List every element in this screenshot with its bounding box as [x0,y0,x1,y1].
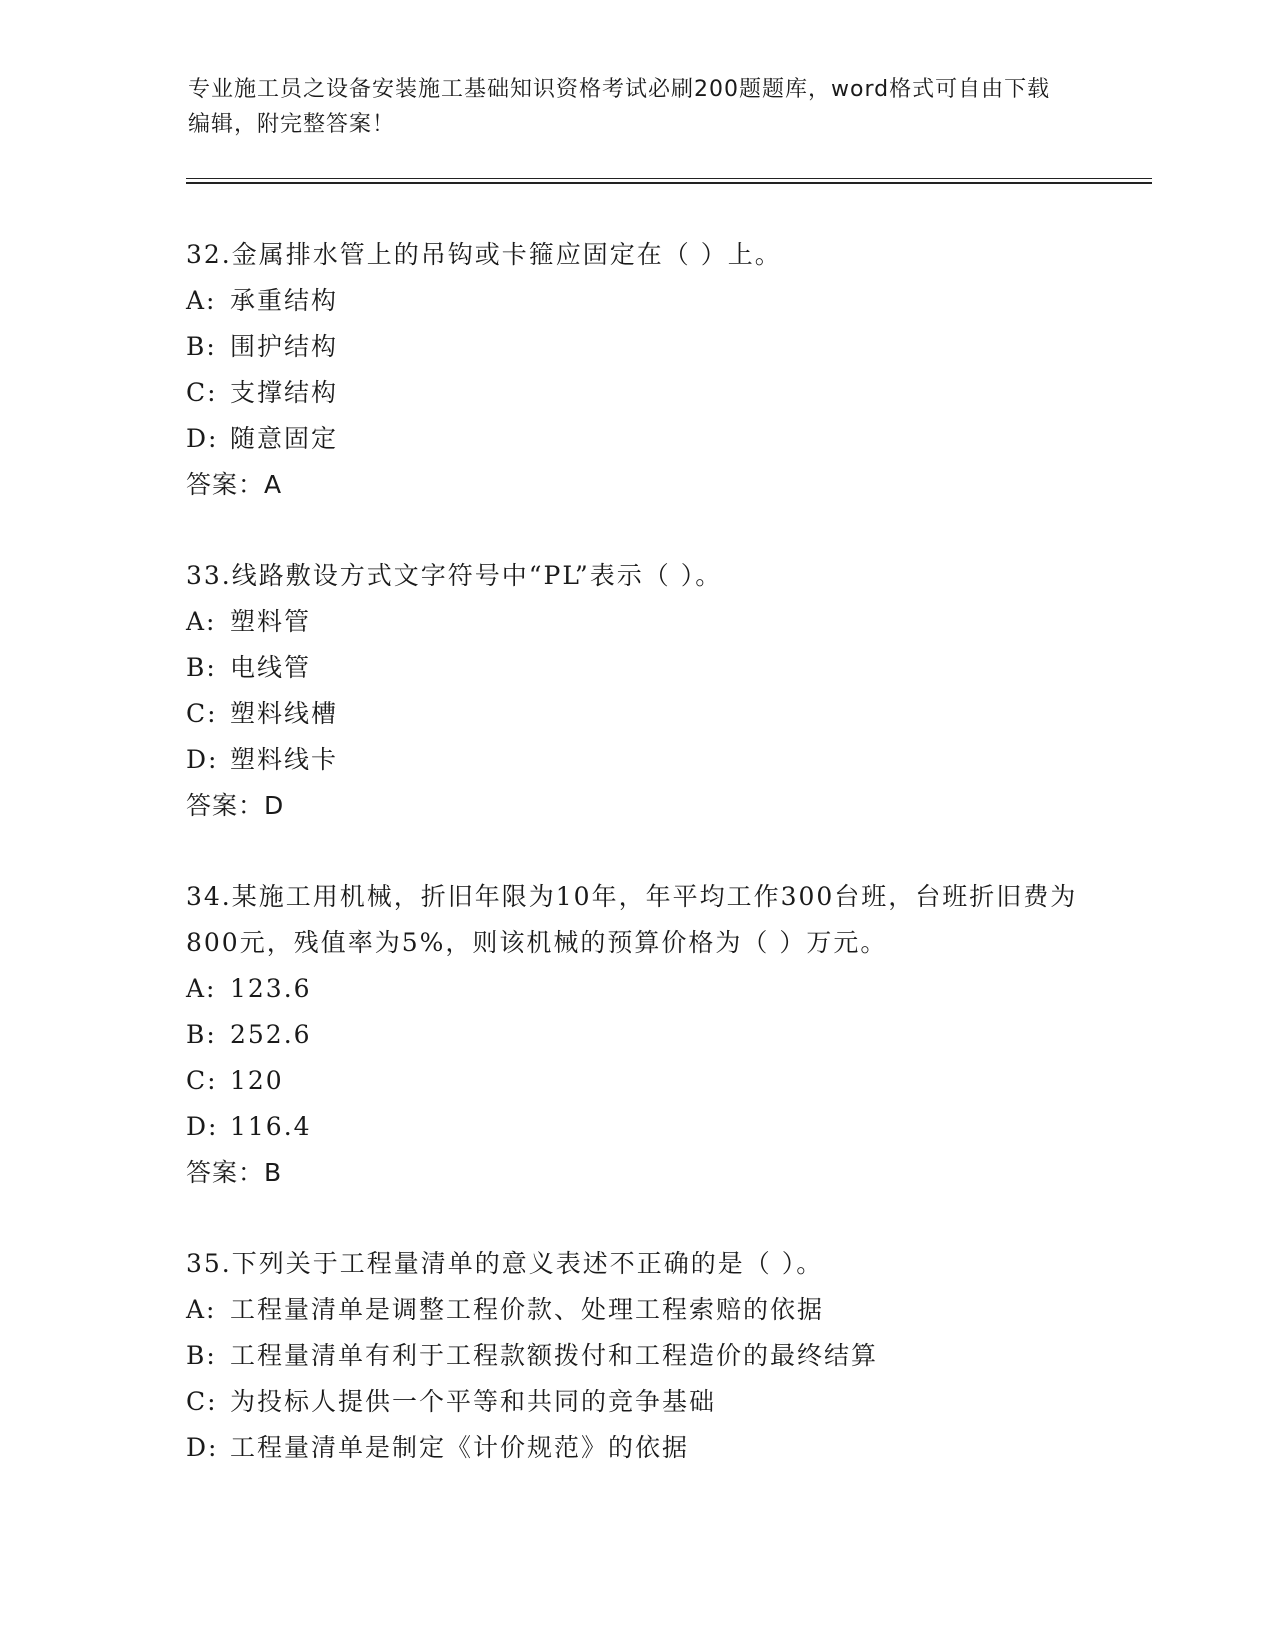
option-text: 随意固定 [230,424,339,453]
option-key: C: [186,699,218,728]
option-key: B: [186,1341,217,1370]
option-key: B: [186,653,217,682]
option-key: D: [186,1112,219,1141]
option-b [186,645,1086,691]
option-key: A: [186,1295,217,1324]
option-d [186,1104,1086,1150]
answer-line: 答案：A [186,470,283,499]
option-d [186,737,1086,783]
option-d [186,1425,1086,1471]
option-a [186,966,1086,1012]
option-text: 116.4 [230,1112,312,1141]
option-key: C: [186,378,218,407]
question-stem: 35.下列关于工程量清单的意义表述不正确的是（ ）。 [186,1249,824,1278]
document-header: 专业施工员之设备安装施工基础知识资格考试必刷200题题库，word格式可自由下载编辑，附完整答案！ [188,77,1051,137]
question-34 [186,874,1086,1196]
option-c [186,1379,1086,1425]
option-key: A: [186,607,217,636]
option-text: 塑料管 [230,607,312,636]
option-a [186,1287,1086,1333]
option-c [186,691,1086,737]
option-text: 塑料线槽 [230,699,339,728]
header-divider-thin [186,178,1152,179]
option-text: 塑料线卡 [230,745,339,774]
option-text: 工程量清单是制定《计价规范》的依据 [230,1433,690,1462]
option-a [186,278,1086,324]
option-key: A: [186,286,217,315]
option-key: D: [186,745,219,774]
option-text: 工程量清单有利于工程款额拨付和工程造价的最终结算 [230,1341,879,1370]
option-text: 工程量清单是调整工程价款、处理工程索赔的依据 [230,1295,825,1324]
option-a [186,599,1086,645]
option-text: 支撑结构 [230,378,339,407]
question-32 [186,232,1086,508]
option-b [186,324,1086,370]
option-text: 电线管 [230,653,312,682]
question-stem: 33.线路敷设方式文字符号中“PL”表示（ ）。 [186,561,723,590]
option-b [186,1012,1086,1058]
option-key: D: [186,1433,219,1462]
answer-line: 答案：D [186,791,285,820]
option-key: B: [186,332,217,361]
option-text: 为投标人提供一个平等和共同的竞争基础 [230,1387,717,1416]
answer-line: 答案：B [186,1158,283,1187]
option-text: 围护结构 [230,332,339,361]
option-key: B: [186,1020,217,1049]
option-text: 252.6 [230,1020,312,1049]
option-text: 承重结构 [230,286,339,315]
header-divider-thick [186,182,1152,184]
option-key: D: [186,424,219,453]
option-d [186,416,1086,462]
option-key: C: [186,1066,218,1095]
option-c [186,370,1086,416]
question-33 [186,553,1086,829]
option-key: A: [186,974,217,1003]
question-stem: 34.某施工用机械，折旧年限为10年，年平均工作300台班，台班折旧费为800元，残值率为5%，则该机械的预算价格为（ ）万元。 [186,882,1078,957]
option-text: 120 [230,1066,284,1095]
option-b [186,1333,1086,1379]
question-stem: 32.金属排水管上的吊钩或卡箍应固定在（ ）上。 [186,240,782,269]
option-key: C: [186,1387,218,1416]
option-c [186,1058,1086,1104]
option-text: 123.6 [230,974,312,1003]
question-list [186,232,1086,1516]
question-35 [186,1241,1086,1471]
